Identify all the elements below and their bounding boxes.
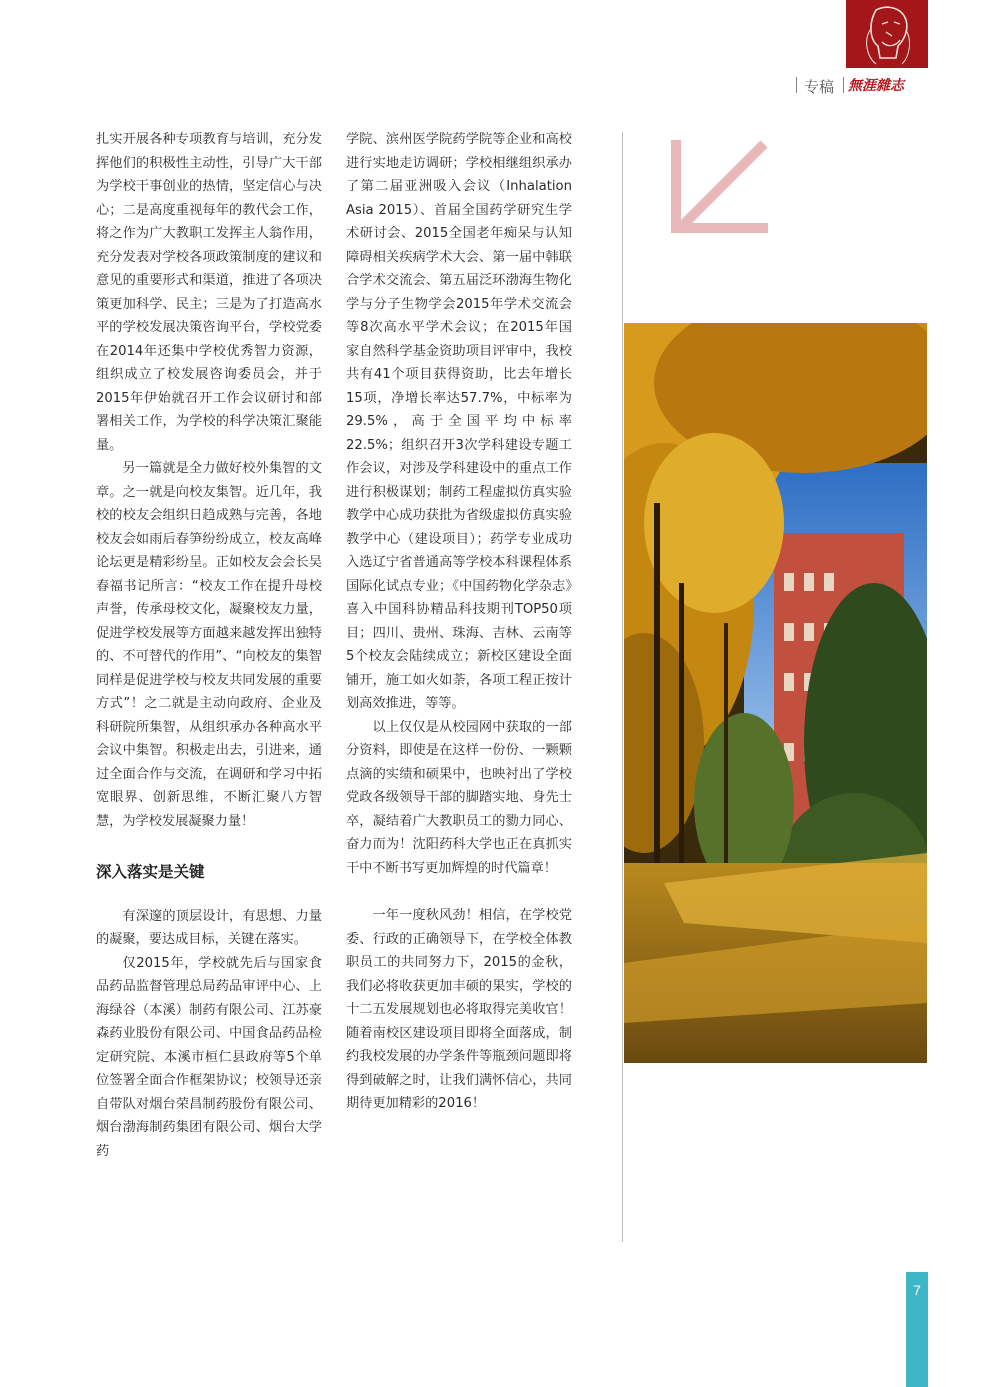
paragraph: 另一篇就是全力做好校外集智的文章。之一就是向校友集智。近几年，我校的校友会组织日趋成熟与完善，各地校友会如雨后春笋纷纷成立，校友高峰论坛更是精彩纷呈。正如校友会会长吴春福书记所言：“校友工作在提升母校声誉，传承母校文化，凝聚校友力量，促进学校发展等方面越来越发挥出独特的、不可替代的作用”、“向校友的集智同样是促进学校与校友共同发展的重要方式”！之二就是主动向政府、企业及科研院所集智，从组织承办各种高水平会议中集智。积极走出去，引进来，通过全面合作与交流，在调研和学习中拓宽眼界、创新思维，不断汇聚八方智慧，为学校发展凝聚力量！: [96, 461, 322, 829]
page-header: [786, 74, 928, 96]
paragraph: 仅2015年，学校就先后与国家食品药品监督管理总局药品审评中心、上海绿谷（本溪）制药有限公司、江苏豪森药业股份有限公司、中国食品药品检定研究院、本溪市桓仁县政府等5个单位签署全面合作框架协议；校领导还亲自带队对烟台荣昌制药股份有限公司、烟台渤海制药集团有限公司、烟台大学药: [96, 955, 322, 1159]
paragraph-gap: [346, 880, 572, 904]
paragraph: 一年一度秋风劲！相信，在学校党委、行政的正确领导下，在学校全体教职员工的共同努力下，2015的金秋，我们必将收获更加丰硕的果实，学校的十二五发展规划也必将取得完美收官！随着南校区建设项目即将全面落成，制约我校发展的办学条件等瓶颈问题即将得到破解之时，让我们满怀信心，共同期待更加精彩的2016！: [346, 908, 572, 1111]
magazine-logo: [846, 0, 928, 68]
column-divider: [622, 132, 623, 1242]
header-divider-left: [796, 77, 797, 93]
campus-autumn-photo: [624, 323, 927, 1063]
page-number: 7: [913, 1282, 921, 1298]
left-column: [96, 128, 322, 1163]
middle-column: [346, 128, 572, 1116]
section-label: 专稿: [804, 78, 835, 96]
portrait-logo-icon: [846, 0, 928, 68]
paragraph: 学院、滨州医学院药学院等企业和高校进行实地走访调研；学校相继组织承办了第二届亚洲吸入会议（Inhalation Asia 2015）、首届全国药学研究生学术研讨会、2015全国老年痴呆与认知障碍相关疾病学术大会、第一届中韩联合学术交流会、第五届泛环渤海生物化学与分子生物学会2015年学术交流会等8次高水平学术会议；在2015年国家自然科学基金资助项目评审中，我校共有41个项目获得资助，比去年增长15项，净增长率达57.7%，中标率为29.5%，高于全国平均中标率22.5%；组织召开3次学科建设专题工作会议，对涉及学科建设中的重点工作进行积极谋划；制药工程虚拟仿真实验教学中心成功获批为省级虚拟仿真实验教学中心（建设项目）；药学专业成功入选辽宁省普通高等学校本科课程体系国际化试点专业；《中国药物化学杂志》喜入中国科协精品科技期刊TOP50项目；四川、贵州、珠海、吉林、云南等5个校友会陆续成立；新校区建设全面铺开，施工如火如荼，各项工程正按计划高效推进，等等。: [346, 132, 572, 711]
header-divider-right: [843, 77, 844, 93]
decorative-arrow-icon: [668, 136, 776, 236]
paragraph: 以上仅仅是从校园网中获取的一部分资料，即使是在这样一份份、一颗颗点滴的实绩和硕果中，也映衬出了学校党政各级领导干部的脚踏实地、身先士卒，凝结着广大教职员工的勠力同心、奋力而为！沈阳药科大学也正在真抓实干中不断书写更加辉煌的时代篇章！: [346, 719, 572, 876]
paragraph: 扎实开展各种专项教育与培训，充分发挥他们的积极性主动性，引导广大干部为学校干事创业的热情，坚定信心与决心；二是高度重视每年的教代会工作，将之作为广大教职工发挥主人翁作用，充分发表对学校各项政策制度的建议和意见的重要形式和渠道，推进了各项决策更加科学、民主；三是为了打造高水平的学校发展决策咨询平台，学校党委在2014年还集中学校优秀智力资源，组织成立了校发展咨询委员会，并于2015年伊始就召开工作会议研讨和部署相关工作，为学校的科学决策汇聚能量。: [96, 132, 322, 453]
section-heading: 深入落实是关键: [96, 863, 205, 881]
paragraph: 有深邃的顶层设计，有思想、力量的凝聚，要达成目标，关键在落实。: [96, 908, 322, 947]
magazine-name: 無涯雜志: [848, 78, 904, 94]
